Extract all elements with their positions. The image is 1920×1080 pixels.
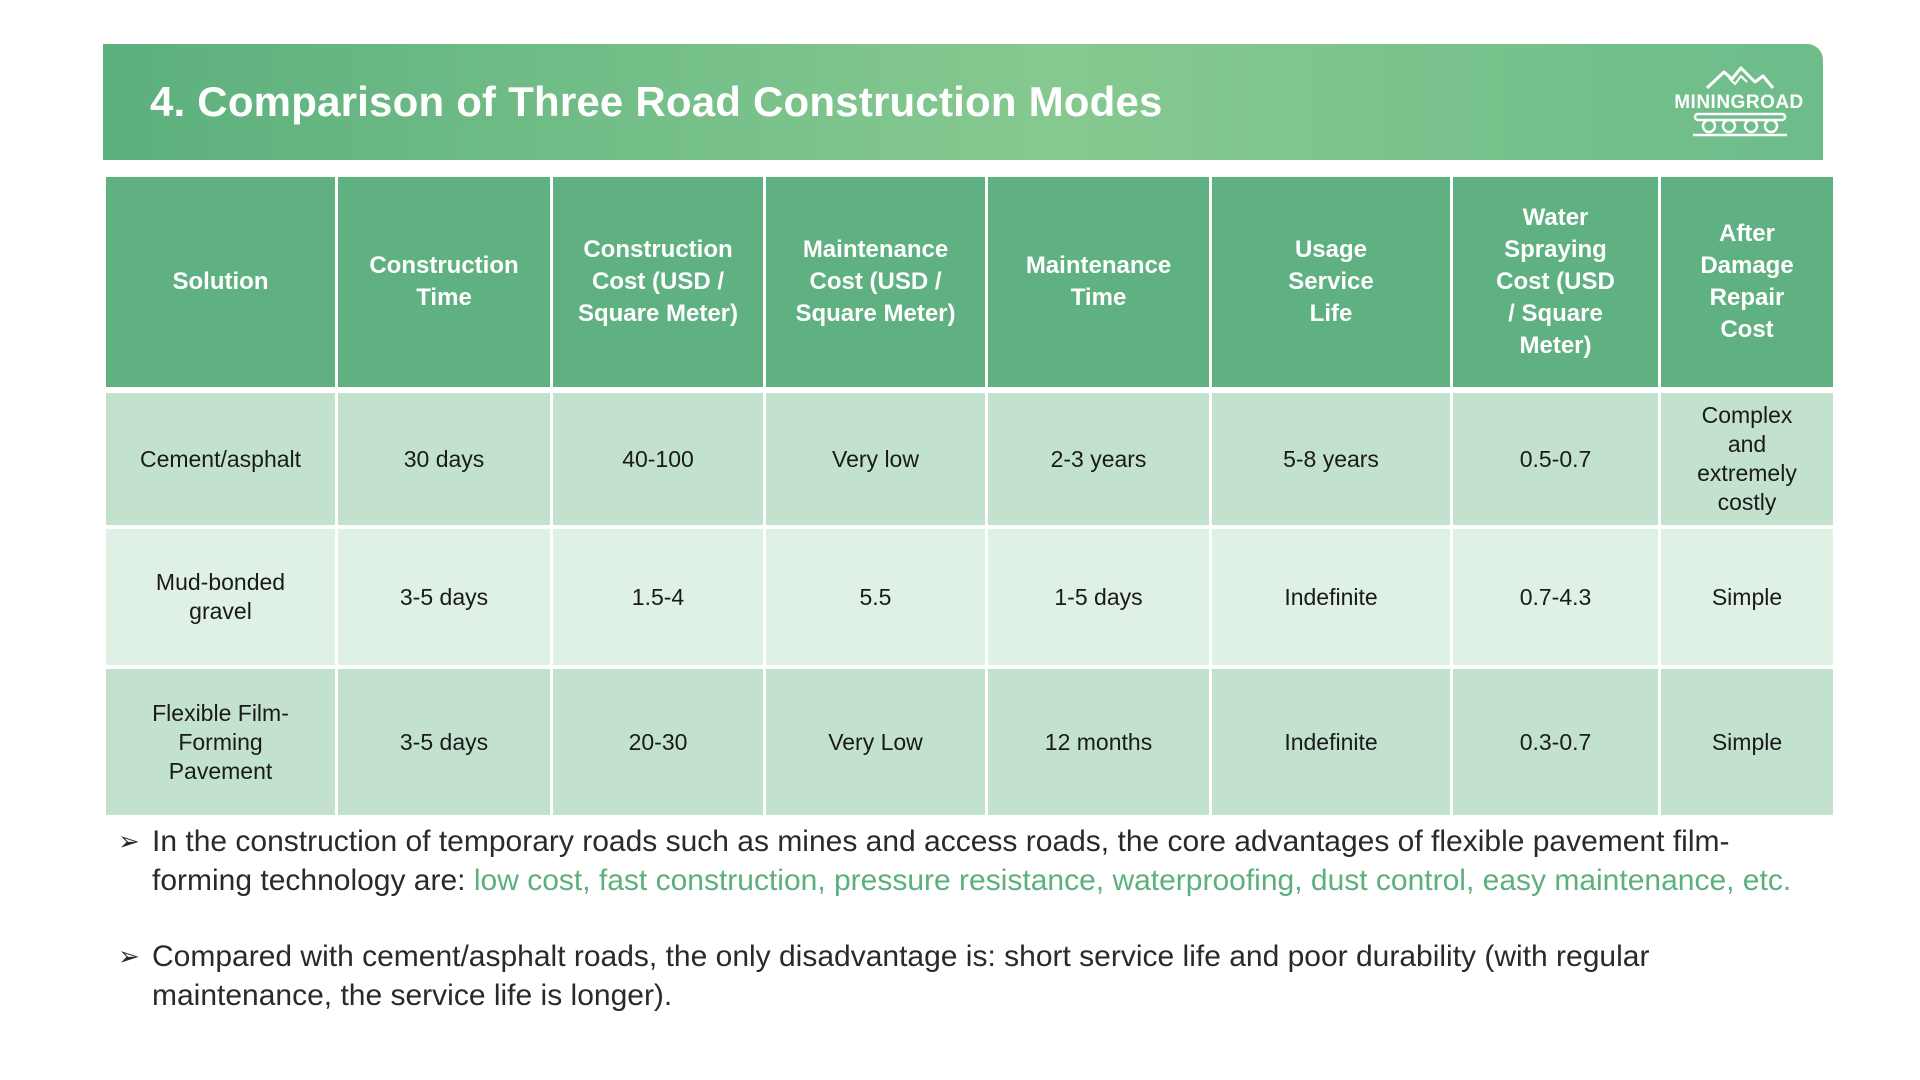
column-header: Construction Cost (USD / Square Meter) (553, 177, 763, 393)
table-cell: Simple (1661, 529, 1833, 669)
arrow-bullet-icon: ➢ (118, 826, 140, 856)
table-cell: 40-100 (553, 393, 763, 529)
table-cell: 5.5 (766, 529, 985, 669)
table-cell: Indefinite (1212, 529, 1450, 669)
bullet-text: Compared with cement/asphalt roads, the only disadvantage is: short service life and poor durability (with regular maintenance, the service life is longer). (152, 940, 1650, 1012)
bullet-item (118, 822, 1818, 900)
table-cell: Mud-bonded gravel (106, 529, 335, 669)
table-cell: 12 months (988, 669, 1209, 815)
table-cell: 30 days (338, 393, 550, 529)
table-cell: Simple (1661, 669, 1833, 815)
table-cell: 0.5-0.7 (1453, 393, 1658, 529)
column-header: Maintenance Time (988, 177, 1209, 393)
table-header-row (106, 177, 1833, 393)
bullet-item (118, 937, 1818, 1015)
table-cell: 0.3-0.7 (1453, 669, 1658, 815)
bullet-highlight-text: low cost, fast construction, pressure resistance, waterproofing, dust control, easy maintenance, etc. (473, 864, 1792, 897)
table-cell: 3-5 days (338, 669, 550, 815)
column-header: Usage Service Life (1212, 177, 1450, 393)
table-cell: Very low (766, 393, 985, 529)
table-cell: 5-8 years (1212, 393, 1450, 529)
comparison-table (103, 177, 1836, 815)
table-cell: 20-30 (553, 669, 763, 815)
page-title: 4. Comparison of Three Road Construction Modes (150, 78, 1163, 125)
title-banner (103, 44, 1823, 160)
column-header: Maintenance Cost (USD / Square Meter) (766, 177, 985, 393)
bullet-text: In the construction of temporary roads such as mines and access roads, the core advantages of flexible pavement film-forming technology are: (152, 825, 1730, 897)
column-header: Solution (106, 177, 335, 393)
column-header: Construction Time (338, 177, 550, 393)
table-row (106, 529, 1833, 669)
table-cell: Very Low (766, 669, 985, 815)
table-cell: Complex and extremely costly (1661, 393, 1833, 529)
arrow-bullet-icon: ➢ (118, 941, 140, 971)
table-cell: Flexible Film-Forming Pavement (106, 669, 335, 815)
table-cell: 3-5 days (338, 529, 550, 669)
column-header: After Damage Repair Cost (1661, 177, 1833, 393)
table-cell: 2-3 years (988, 393, 1209, 529)
column-header: Water Spraying Cost (USD / Square Meter) (1453, 177, 1658, 393)
table-row (106, 393, 1833, 529)
miningroad-logo (1669, 62, 1809, 140)
table-cell: 0.7-4.3 (1453, 529, 1658, 669)
table-cell: Cement/asphalt (106, 393, 335, 529)
bullet-list (118, 822, 1818, 1015)
table-cell: 1-5 days (988, 529, 1209, 669)
table-cell: Indefinite (1212, 669, 1450, 815)
logo-text: MININGROAD (1674, 92, 1804, 113)
table-cell: 1.5-4 (553, 529, 763, 669)
table-row (106, 669, 1833, 815)
